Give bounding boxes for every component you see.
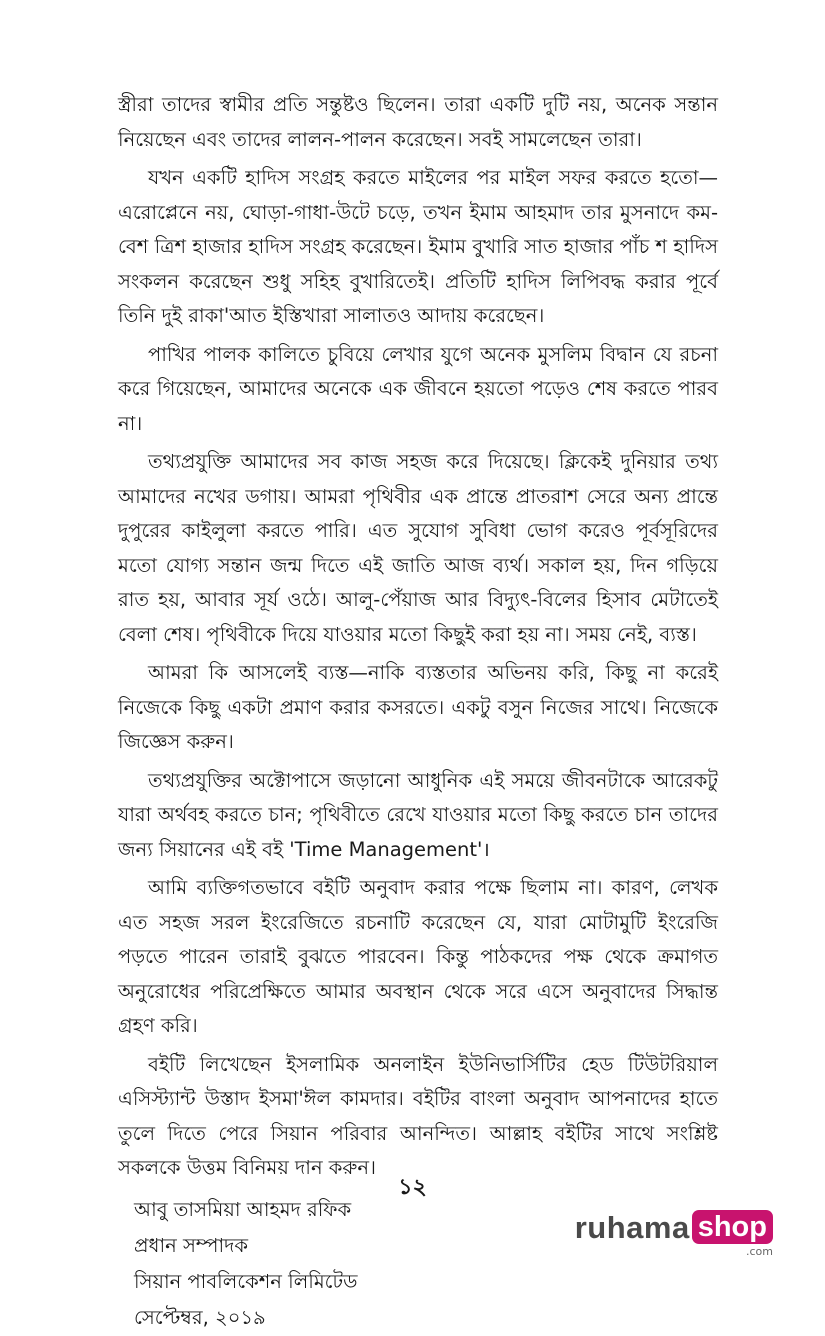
page-number: ১২ bbox=[398, 1175, 427, 1200]
paragraph-8: বইটি লিখেছেন ইসলামিক অনলাইন ইউনিভার্সিটির হেড টিউটরিয়াল এসিস্ট্যান্ট উস্তাদ ইসমা'ঈল কামদার। বইটির বাংলা অনুবাদ আপনাদের হাতে তুলে দিতে পেরে সিয়ান পরিবার আনন্দিত। আল্লাহ বইটির সাথে সংশ্লিষ্ট সকলকে উত্তম বিনিময় দান করুন। bbox=[118, 1052, 718, 1179]
paragraph-1: স্ত্রীরা তাদের স্বামীর প্রতি সন্তুষ্টও ছিলেন। তারা একটি দুটি নয়, অনেক সন্তান নিয়েছেন এবং তাদের লালন-পালন করেছেন। সবই সামলেছেন তারা। bbox=[118, 93, 718, 151]
paragraph-6: তথ্যপ্রযুক্তির অক্টোপাসে জড়ানো আধুনিক এই সময়ে জীবনটাকে আরেকটু যারা অর্থবহ করতে চান; পৃথিবীতে রেখে যাওয়ার মতো কিছু করতে চান তাদের জন্য সিয়ানের এই বই 'Time Management'। bbox=[118, 768, 718, 861]
paragraph-5: আমরা কি আসলেই ব্যস্ত—নাকি ব্যস্ততার অভিনয় করি, কিছু না করেই নিজেকে কিছু একটা প্রমাণ করার কসরতে। একটু বসুন নিজের সাথে। নিজেকে জিজ্ঞেস করুন। bbox=[118, 661, 718, 753]
watermark-shop-badge bbox=[692, 1210, 773, 1258]
signature-name: আবু তাসমিয়া আহমদ রফিক bbox=[134, 1197, 352, 1221]
watermark-logo bbox=[575, 1210, 773, 1256]
paragraph-4: তথ্যপ্রযুক্তি আমাদের সব কাজ সহজ করে দিয়েছে। ক্লিকেই দুনিয়ার তথ্য আমাদের নখের ডগায়। আমরা পৃথিবীর এক প্রান্তে প্রাতরাশ সেরে অন্য প্রান্তে দুপুরের কাইলুলা করতে পারি। এত সুযোগ সুবিধা ভোগ করেও পূর্বসূরিদের মতো যোগ্য সন্তান জন্ম দিতে এই জাতি আজ ব্যর্থ। সকাল হয়, দিন গড়িয়ে রাত হয়, আবার সূর্য ওঠে। আলু-পেঁয়াজ আর বিদ্যুৎ-বিলের হিসাব মেটাতেই বেলা শেষ। পৃথিবীকে দিয়ে যাওয়ার মতো কিছুই করা হয় না। সময় নেই, ব্যস্ত। bbox=[118, 450, 718, 646]
paragraph-7: আমি ব্যক্তিগতভাবে বইটি অনুবাদ করার পক্ষে ছিলাম না। কারণ, লেখক এত সহজ সরল ইংরেজিতে রচনাটি করেছেন যে, যারা মোটামুটি ইংরেজি পড়তে পারেন তারাই বুঝতে পারবেন। কিন্তু পাঠকদের পক্ষ থেকে ক্রমাগত অনুরোধের পরিপ্রেক্ষিতে আমার অবস্থান থেকে সরে এসে অনুবাদের সিদ্ধান্ত গ্রহণ করি। bbox=[118, 876, 718, 1037]
paragraph-2: যখন একটি হাদিস সংগ্রহ করতে মাইলের পর মাইল সফর করতে হতো—এরোপ্লেনে নয়, ঘোড়া-গাধা-উটে চড়ে, তখন ইমাম আহমাদ তার মুসনাদে কম-বেশ ত্রিশ হাজার হাদিস সংগ্রহ করেছেন। ইমাম বুখারি সাত হাজার পাঁচ শ হাদিস সংকলন করেছেন শুধু সহিহ বুখারিতেই। প্রতিটি হাদিস লিপিবদ্ধ করার পূর্বে তিনি দুই রাকা'আত ইস্তিখারা সালাতও আদায় করেছেন। bbox=[118, 166, 718, 327]
watermark-suffix: .com bbox=[746, 1245, 773, 1258]
signature-date: সেপ্টেম্বর, ২০১৯ bbox=[134, 1305, 266, 1329]
watermark-brand-left: ruhama bbox=[574, 1210, 690, 1245]
page-body bbox=[118, 88, 718, 1336]
signature-role: প্রধান সম্পাদক bbox=[134, 1233, 248, 1257]
signature-organization: সিয়ান পাবলিকেশন লিমিটেড bbox=[134, 1269, 358, 1293]
paragraph-3: পাখির পালক কালিতে চুবিয়ে লেখার যুগে অনেক মুসলিম বিদ্বান যে রচনা করে গিয়েছেন, আমাদের অনেকে এক জীবনে হয়তো পড়েও শেষ করতে পারব না। bbox=[118, 342, 718, 435]
watermark-brand-right: shop bbox=[697, 1211, 767, 1243]
